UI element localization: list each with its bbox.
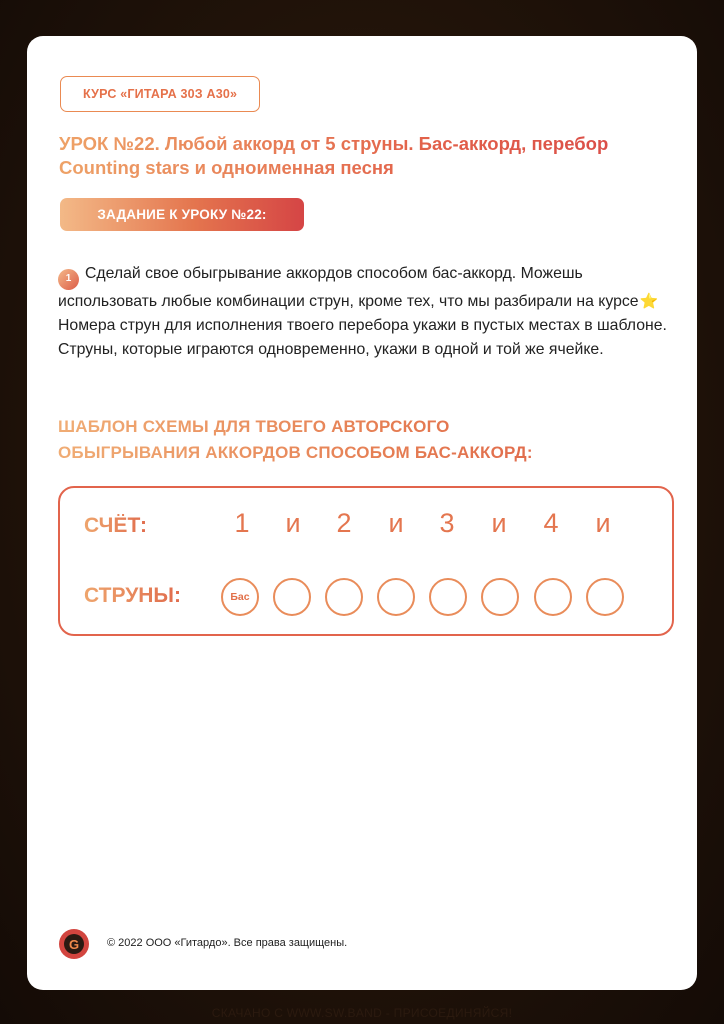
watermark: СКАЧАНО С WWW.SW.BAND - ПРИСОЕДИНЯЙСЯ! <box>211 1006 513 1020</box>
task-badge: ЗАДАНИЕ К УРОКУ №22: <box>60 198 304 231</box>
string-cell[interactable] <box>481 578 519 616</box>
string-cell[interactable] <box>273 578 311 616</box>
task-text <box>58 262 678 362</box>
string-cell[interactable] <box>377 578 415 616</box>
string-cell[interactable] <box>586 578 624 616</box>
logo-letter: G <box>64 934 84 954</box>
count-item: и <box>595 508 611 538</box>
scheme-title-line2: ОБЫГРЫВАНИЯ АККОРДОВ СПОСОБОМ БАС-АККОРД: <box>58 443 533 462</box>
strings-label: СТРУНЫ: <box>84 584 181 607</box>
count-item: и <box>491 508 507 538</box>
scheme-template <box>58 486 674 636</box>
copyright: © 2022 ООО «Гитардо». Все права защищены. <box>107 937 348 949</box>
course-badge: КУРС «ГИТАРА 30З А30» <box>60 76 260 112</box>
gitardo-logo-icon <box>59 929 89 959</box>
task-text-part1: Сделай свое обыгрывание аккордов способом бас-аккорд. Можешь использовать любые комбинации струн, кроме тех, что мы разбирали на курсе <box>58 265 639 310</box>
count-item: 2 <box>336 508 352 538</box>
string-cell[interactable] <box>429 578 467 616</box>
task-number-badge: 1 <box>58 269 79 290</box>
string-cell[interactable] <box>534 578 572 616</box>
task-text-part2: Номера струн для исполнения твоего перебора укажи в пустых местах в шаблоне. Струны, которые играются одновременно, укажи в одной и той же ячейке. <box>58 316 667 358</box>
scheme-title-line1: ШАБЛОН СХЕМЫ ДЛЯ ТВОЕГО АВТОРСКОГО <box>58 417 450 436</box>
count-label: СЧЁТ: <box>84 514 147 537</box>
lesson-card <box>27 36 697 990</box>
count-item: и <box>388 508 404 538</box>
count-item: 4 <box>543 508 559 538</box>
string-cell-bass[interactable]: Бас <box>221 578 259 616</box>
star-icon: ⭐ <box>639 292 659 310</box>
count-item: 3 <box>439 508 455 538</box>
string-cell[interactable] <box>325 578 363 616</box>
count-item: 1 <box>234 508 250 538</box>
scheme-title <box>58 414 678 466</box>
count-item: и <box>285 508 301 538</box>
lesson-title: УРОК №22. Любой аккорд от 5 струны. Бас-аккорд, перебор Counting stars и одноименная песня <box>59 132 679 180</box>
